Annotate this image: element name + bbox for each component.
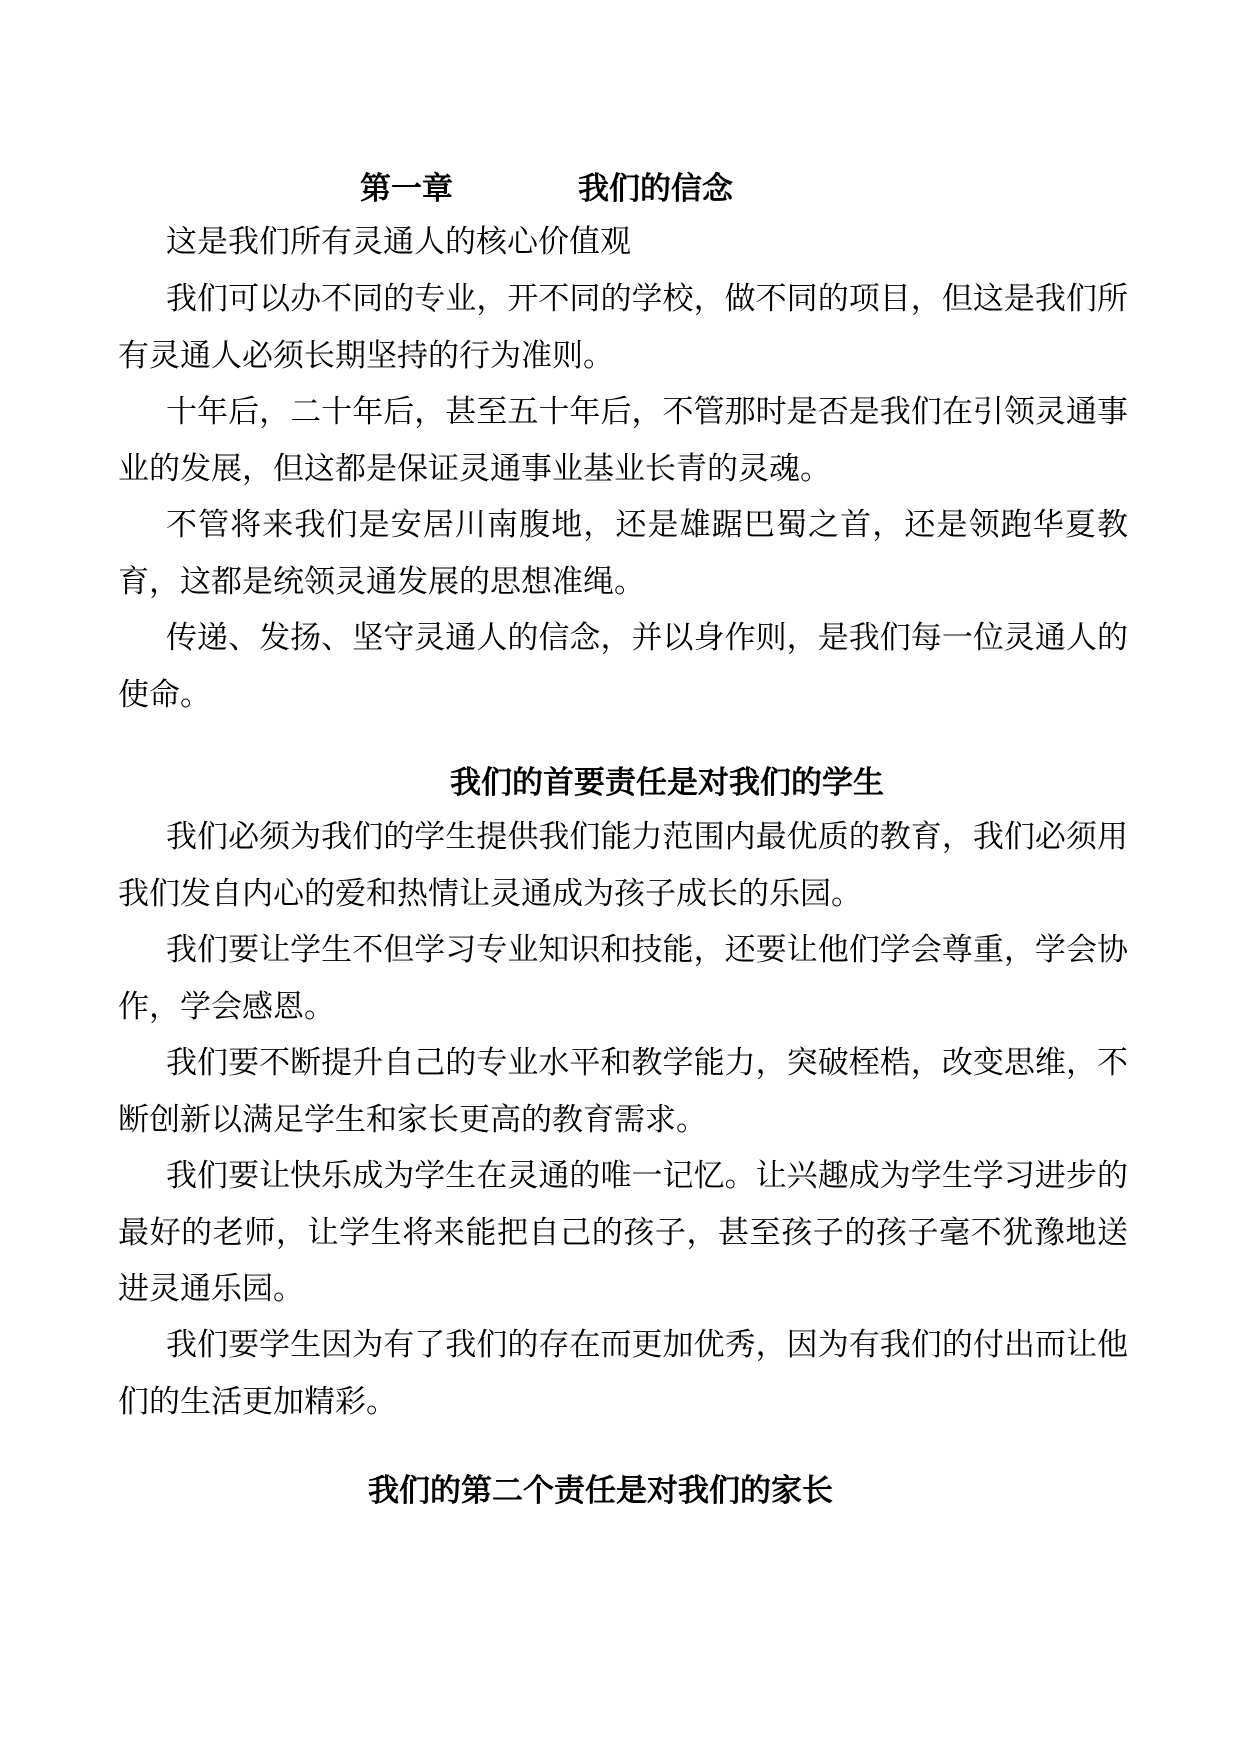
- section-heading-students: 我们的首要责任是对我们的学生: [450, 765, 884, 801]
- section-heading-parents: 我们的第二个责任是对我们的家长: [368, 1473, 833, 1509]
- students-paragraph-5: 我们要学生因为有了我们的存在而更加优秀，因为有我们的付出而让他们的生活更加精彩。: [118, 1327, 1128, 1420]
- students-paragraph-1: 我们必须为我们的学生提供我们能力范围内最优质的教育，我们必须用我们发自内心的爱和热情让灵通成为孩子成长的乐园。: [118, 819, 1128, 912]
- students-paragraph-4: 我们要让快乐成为学生在灵通的唯一记忆。让兴趣成为学生学习进步的最好的老师，让学生将来能把自己的孩子，甚至孩子的孩子毫不犹豫地送进灵通乐园。: [118, 1158, 1128, 1307]
- chapter-label: 第一章: [360, 171, 453, 207]
- chapter-paragraph-4: 不管将来我们是安居川南腹地，还是雄踞巴蜀之首，还是领跑华夏教育，这都是统领灵通发展的思想准绳。: [118, 507, 1128, 600]
- chapter-paragraph-1: 这是我们所有灵通人的核心价值观: [166, 224, 631, 260]
- chapter-paragraph-3: 十年后，二十年后，甚至五十年后，不管那时是否是我们在引领灵通事业的发展，但这都是保证灵通事业基业长青的灵魂。: [118, 394, 1128, 487]
- chapter-title: 我们的信念: [578, 171, 733, 207]
- chapter-paragraph-5: 传递、发扬、坚守灵通人的信念，并以身作则，是我们每一位灵通人的使命。: [118, 620, 1128, 713]
- chapter-paragraph-2: 我们可以办不同的专业，开不同的学校，做不同的项目，但这是我们所有灵通人必须长期坚持的行为准则。: [118, 281, 1128, 374]
- students-paragraph-3: 我们要不断提升自己的专业水平和教学能力，突破桎梏，改变思维，不断创新以满足学生和家长更高的教育需求。: [118, 1045, 1128, 1138]
- students-paragraph-2: 我们要让学生不但学习专业知识和技能，还要让他们学会尊重，学会协作，学会感恩。: [118, 932, 1128, 1025]
